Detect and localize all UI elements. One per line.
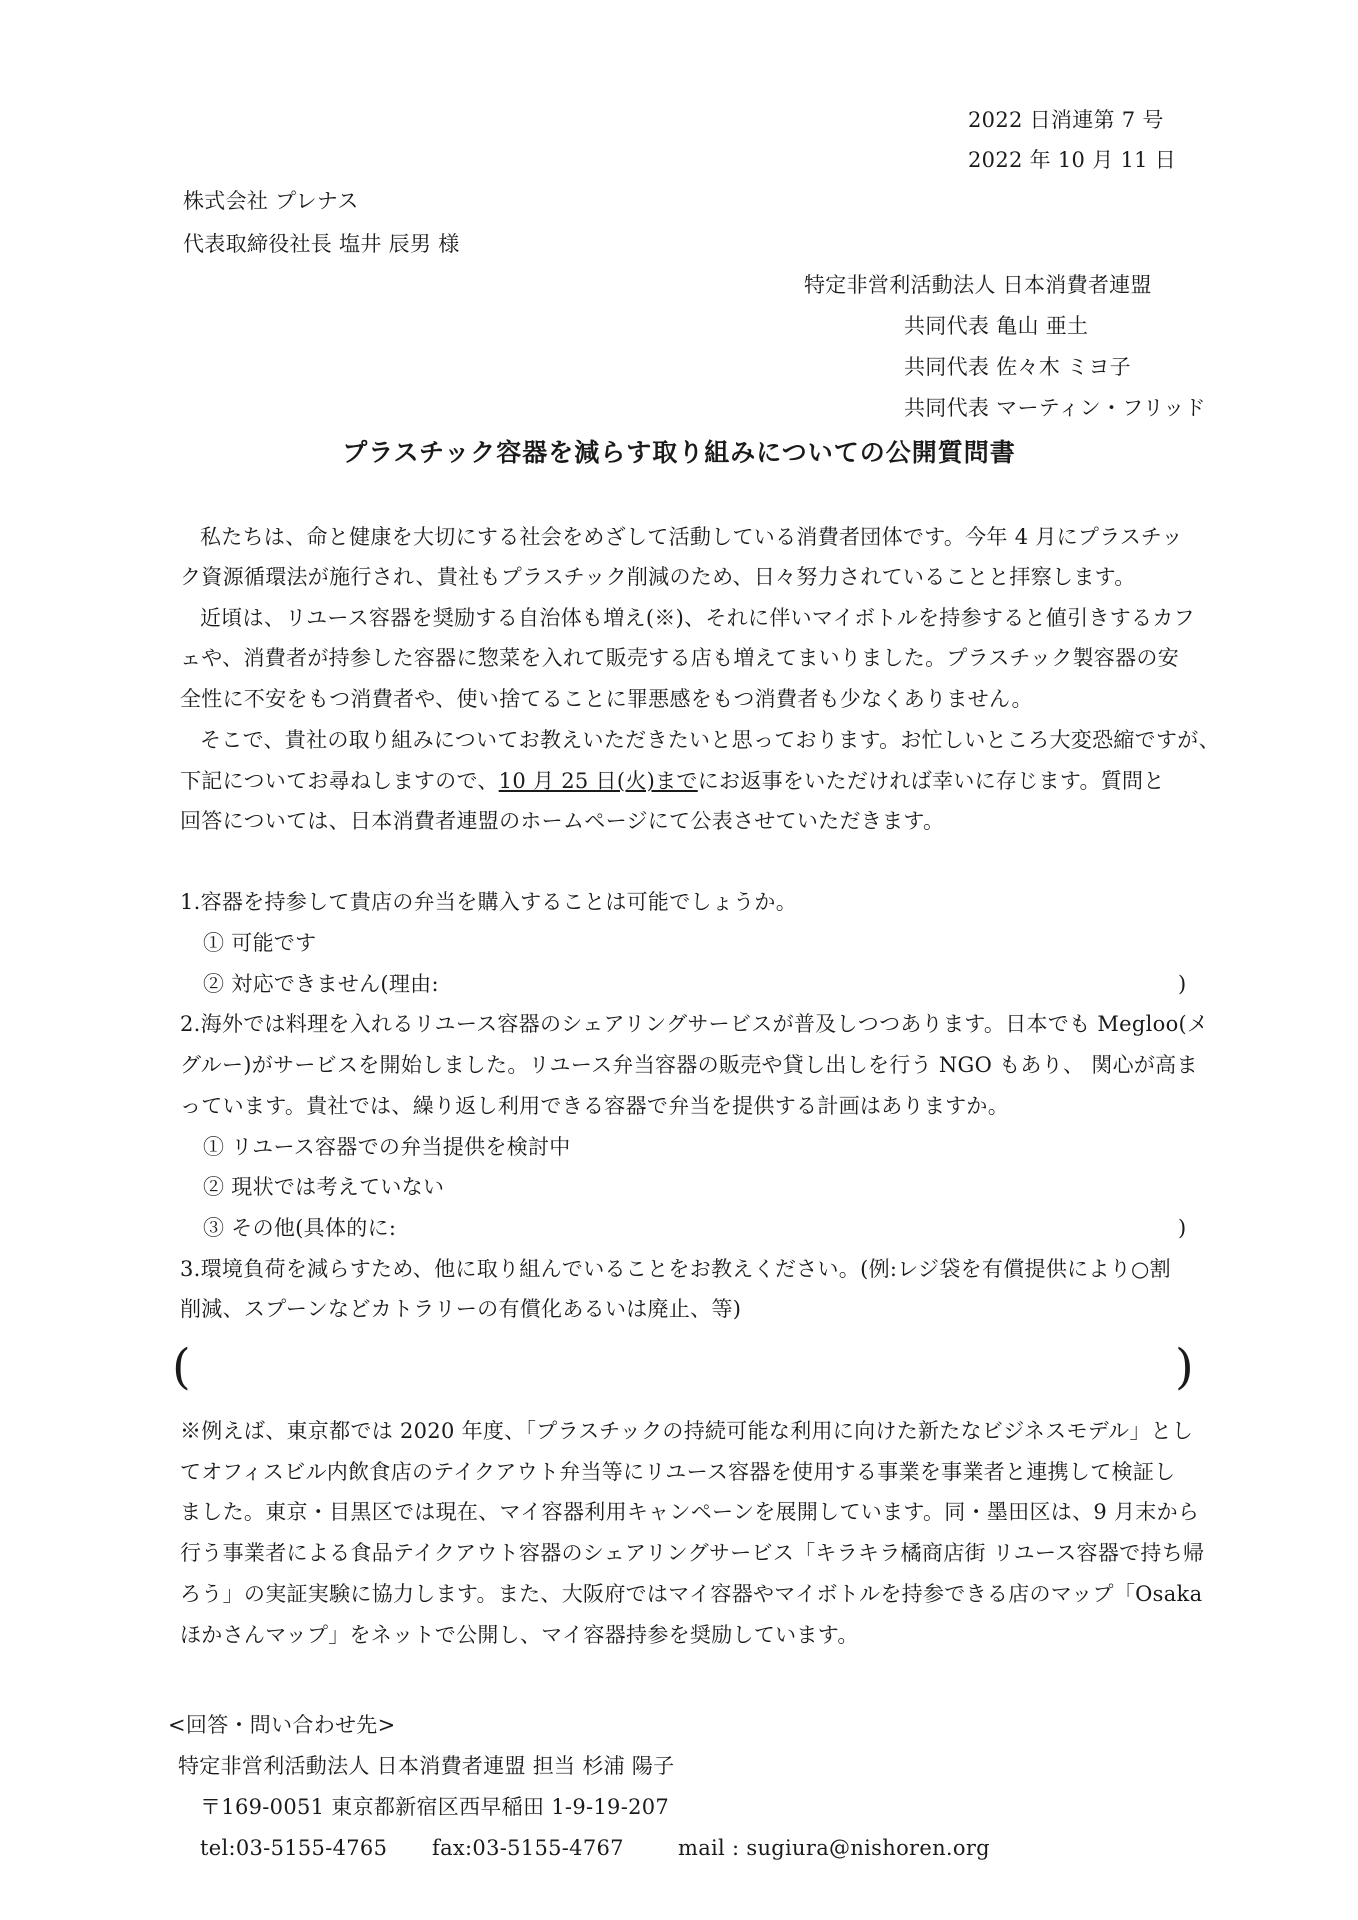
body-p2-line3: 全性に不安をもつ消費者や、使い捨てることに罪悪感をもつ消費者も少なくありません。 xyxy=(180,687,1033,711)
question-2-line1: 2.海外では料理を入れるリユース容器のシェアリングサービスが普及しつつあります。日本でも Megloo(メ xyxy=(180,1012,1209,1036)
doc-number: 2022 日消連第 7 号 xyxy=(968,108,1164,132)
question-2-option-2: ② 現状では考えていない xyxy=(203,1175,445,1199)
question-2-option-3: ③ その他(具体的に: xyxy=(203,1216,397,1240)
note-line3: ました。東京・目黒区では現在、マイ容器利用キャンペーンを展開しています。同・墨田区は、9 月末から xyxy=(180,1500,1200,1524)
body-p2-line2: ェや、消費者が持参した容器に惣菜を入れて販売する店も増えてまいりました。プラスチック製容器の安 xyxy=(180,646,1179,670)
page-title: プラスチック容器を減らす取り組みについての公開質問書 xyxy=(342,438,1016,467)
note-line1: ※例えば、東京都では 2020 年度、「プラスチックの持続可能な利用に向けた新たなビジネスモデル」とし xyxy=(180,1419,1194,1443)
question-2-close-paren: ) xyxy=(1178,1216,1187,1240)
question-1: 1.容器を持参して貴店の弁当を購入することは可能でしょうか。 xyxy=(180,890,798,914)
body-p3-line3: 回答については、日本消費者連盟のホームページにて公表させていただきます。 xyxy=(180,809,945,833)
question-1-option-1: ① 可能です xyxy=(203,931,317,955)
sender-org: 特定非営利活動法人 日本消費者連盟 xyxy=(804,273,1152,297)
sender-rep-1: 共同代表 亀山 亜土 xyxy=(904,314,1089,338)
note-line4: 行う事業者による食品テイクアウト容器のシェアリングサービス「キラキラ橘商店街 リユース容器で持ち帰 xyxy=(180,1541,1205,1565)
question-1-option-2: ② 対応できません(理由: xyxy=(203,972,439,996)
body-p3-line2 xyxy=(180,766,1165,796)
answer-close-paren: ) xyxy=(1175,1339,1194,1395)
note-line5: ろう」の実証実験に協力します。また、大阪府ではマイ容器やマイボトルを持参できる店のマップ「Osaka xyxy=(180,1582,1203,1606)
body-p1-line2: ク資源循環法が施行され、貴社もプラスチック削減のため、日々努力されていることと拝察します。 xyxy=(180,565,1136,589)
note-line2: てオフィスビル内飲食店のテイクアウト弁当等にリユース容器を使用する事業を事業者と連携して検証し xyxy=(180,1460,1176,1484)
body-p3-line2-post: にお返事をいただければ幸いに存じます。質問と xyxy=(697,769,1165,793)
sender-rep-2: 共同代表 佐々木 ミヨ子 xyxy=(904,355,1131,379)
doc-date: 2022 年 10 月 11 日 xyxy=(968,148,1177,172)
answer-open-paren: ( xyxy=(172,1339,191,1395)
contact-heading: <回答・問い合わせ先> xyxy=(168,1713,396,1737)
contact-org-line: 特定非営利活動法人 日本消費者連盟 担当 杉浦 陽子 xyxy=(178,1754,675,1778)
question-2-line2: グルー)がサービスを開始しました。リユース弁当容器の販売や貸し出しを行う NGO もあり、 関心が高ま xyxy=(180,1053,1198,1077)
recipient-person: 代表取締役社長 塩井 辰男 様 xyxy=(183,232,460,256)
body-p2-line1: 近頃は、リユース容器を奨励する自治体も増え(※)、それに伴いマイボトルを持参すると値引きするカフ xyxy=(200,606,1195,630)
sender-rep-3: 共同代表 マーティン・フリッド xyxy=(904,396,1206,420)
note-line6: ほかさんマップ」をネットで公開し、マイ容器持参を奨励しています。 xyxy=(180,1623,859,1647)
question-3-line1: 3.環境負荷を減らすため、他に取り組んでいることをお教えください。(例:レジ袋を有償提供により○割 xyxy=(180,1257,1171,1281)
contact-fax: fax:03-5155-4767 xyxy=(432,1836,624,1860)
question-2-option-1: ① リユース容器での弁当提供を検討中 xyxy=(203,1135,571,1159)
contact-mail[interactable]: mail : sugiura@nishoren.org xyxy=(678,1836,990,1860)
question-2-line3: っています。貴社では、繰り返し利用できる容器で弁当を提供する計画はありますか。 xyxy=(180,1094,1010,1118)
body-p3-line2-pre: 下記についてお尋ねしますので、 xyxy=(180,769,499,793)
body-p1-line1: 私たちは、命と健康を大切にする社会をめざして活動している消費者団体です。今年 4 月にプラスチッ xyxy=(200,525,1183,549)
contact-address: 〒169-0051 東京都新宿区西早稲田 1-9-19-207 xyxy=(200,1795,670,1819)
body-p3-line1: そこで、貴社の取り組みについてお教えいただきたいと思っております。お忙しいところ大変恐縮ですが、 xyxy=(200,728,1220,752)
question-1-close-paren: ) xyxy=(1178,972,1187,996)
reply-deadline: 10 月 25 日(火)まで xyxy=(498,769,698,793)
recipient-company: 株式会社 プレナス xyxy=(183,189,359,213)
contact-tel: tel:03-5155-4765 xyxy=(200,1836,388,1860)
question-3-line2: 削減、スプーンなどカトラリーの有償化あるいは廃止、等) xyxy=(180,1297,742,1321)
